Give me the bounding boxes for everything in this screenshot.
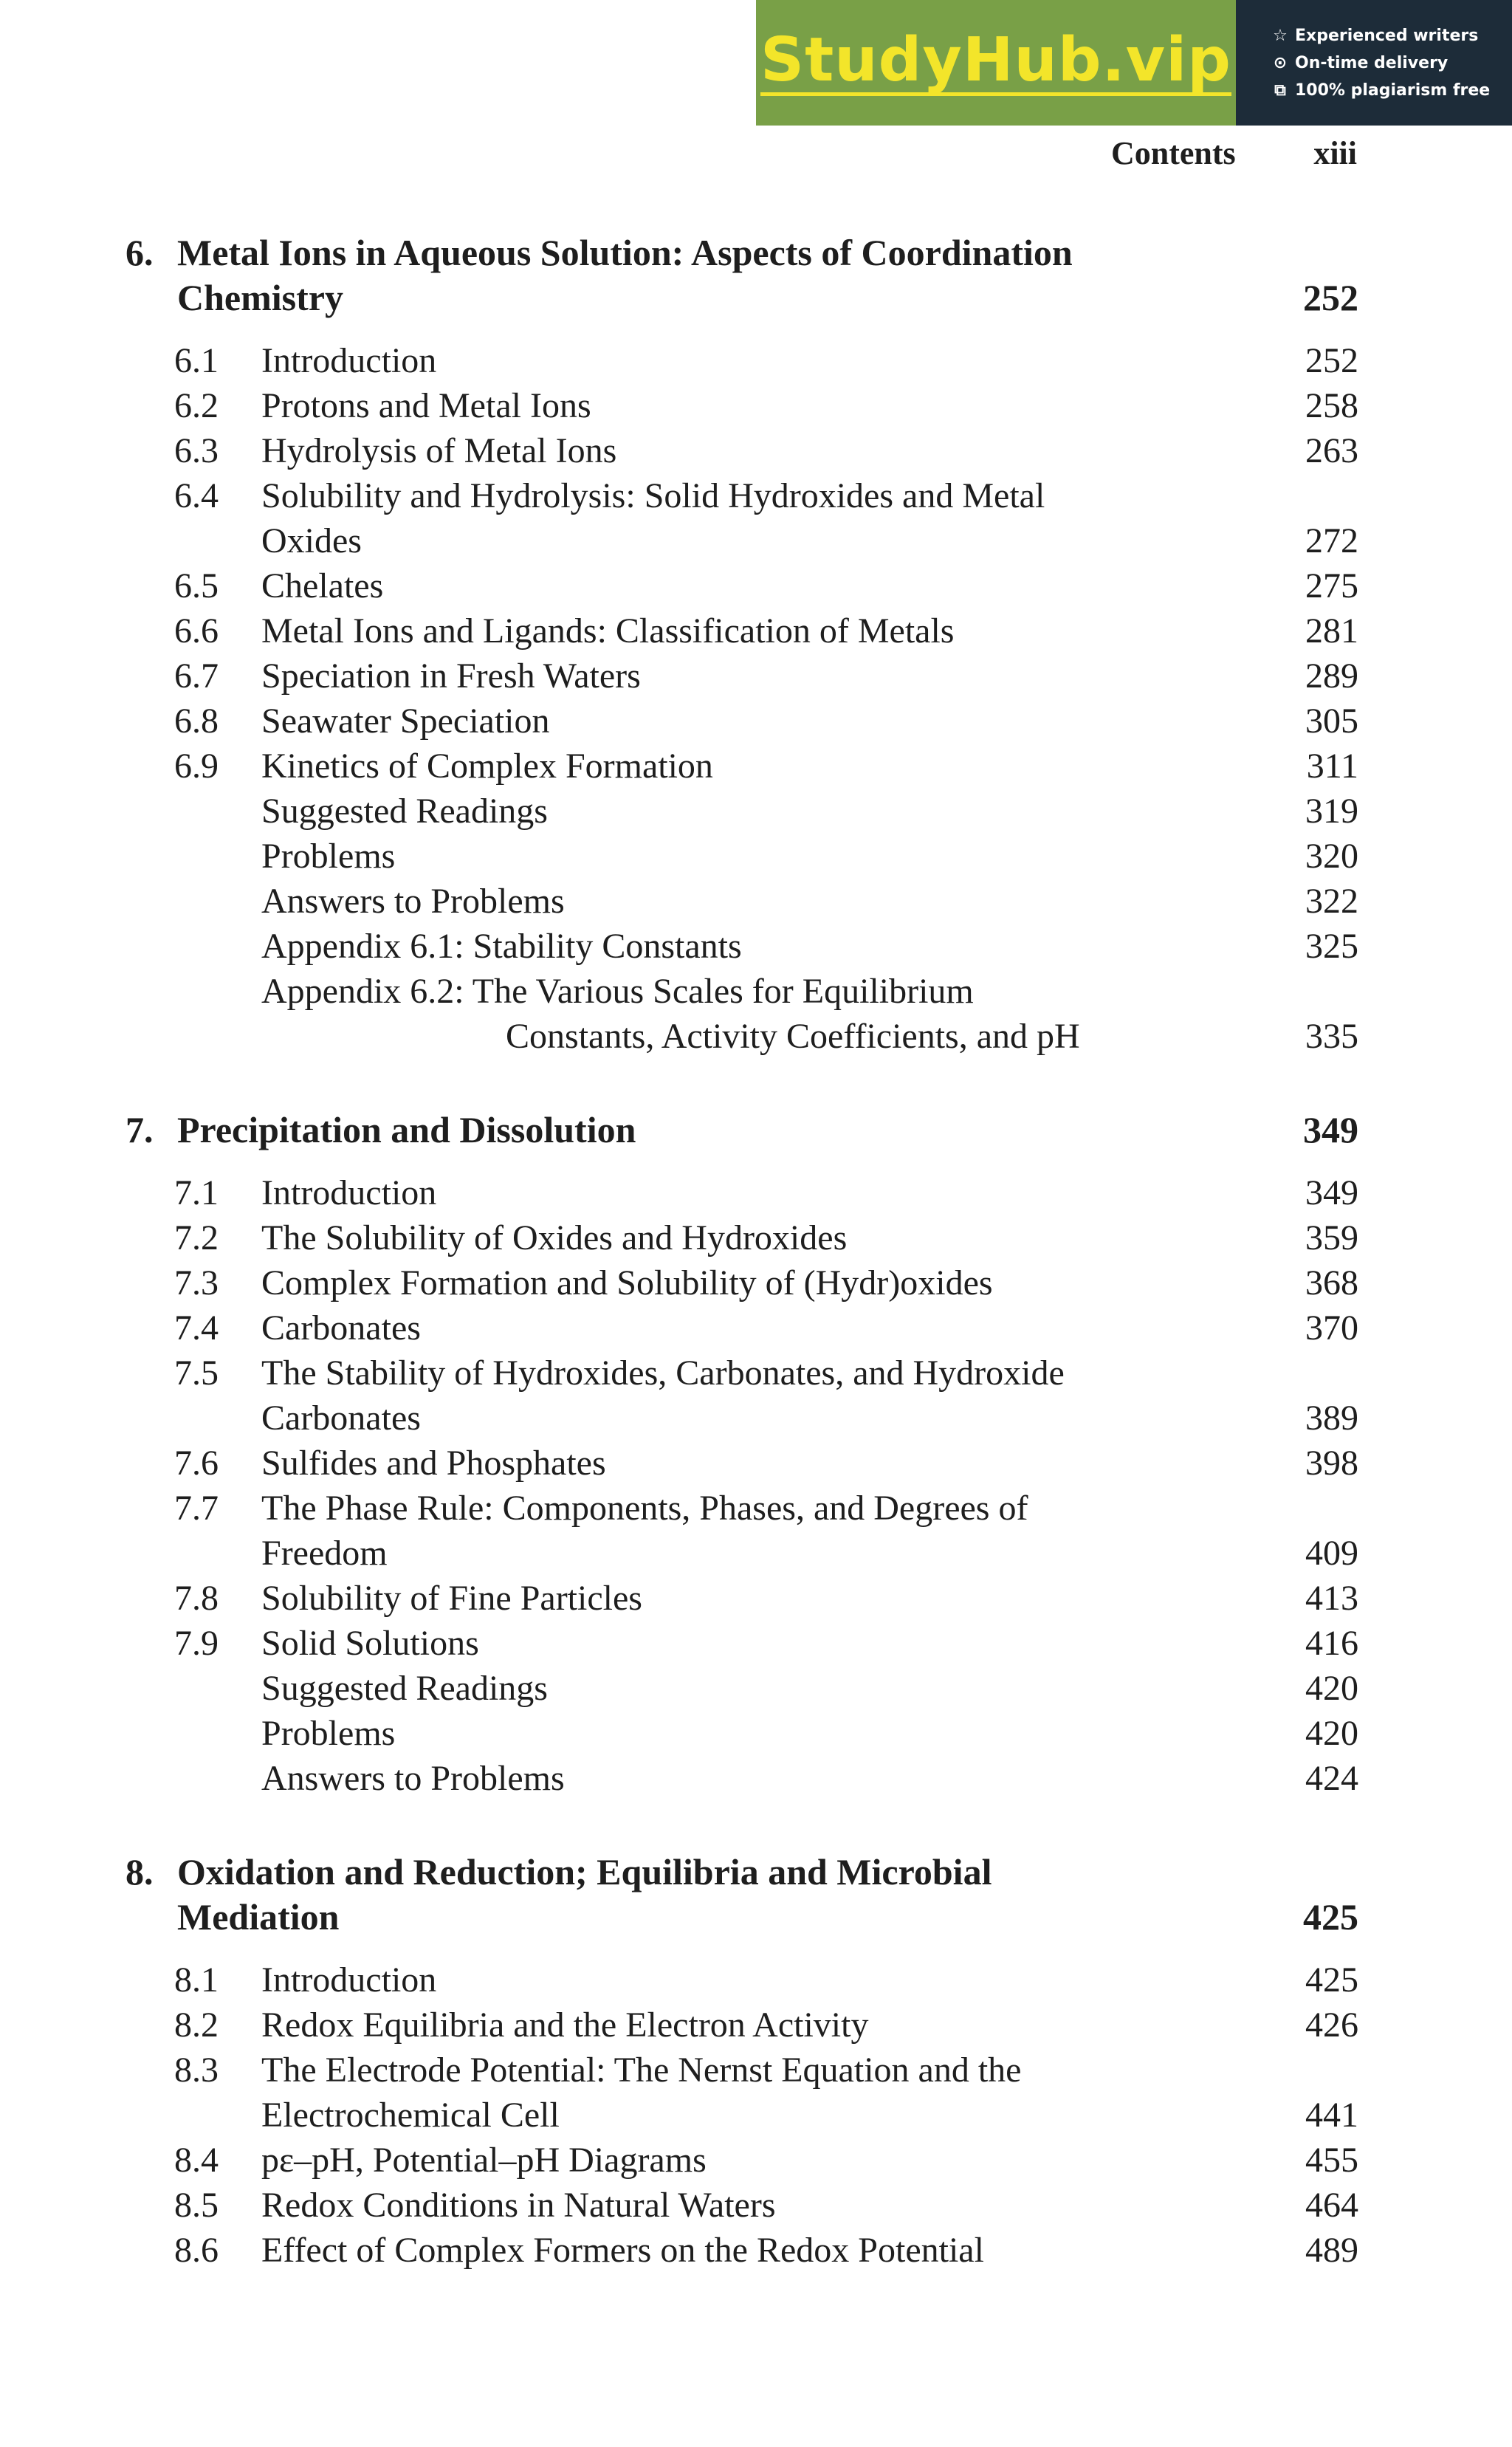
copy-icon: ⧉ xyxy=(1274,80,1286,100)
section-page-number: 275 xyxy=(1305,566,1358,605)
section-page-number: 252 xyxy=(1305,341,1358,380)
toc-entry[interactable] xyxy=(0,879,1512,924)
section-title: Problems xyxy=(261,837,396,876)
section-page-number: 305 xyxy=(1305,701,1358,741)
running-head xyxy=(0,134,1512,179)
section-title: Solid Solutions xyxy=(261,1624,479,1663)
section-number: 7.3 xyxy=(174,1263,219,1303)
section-number: 8.6 xyxy=(174,2231,219,2270)
toc-entry[interactable] xyxy=(0,1576,1512,1621)
section-number: 6.3 xyxy=(174,431,219,470)
studyhub-logo[interactable] xyxy=(756,0,1236,126)
toc-entry[interactable] xyxy=(0,789,1512,834)
feature-experienced-writers xyxy=(1271,27,1512,45)
toc-entry[interactable] xyxy=(0,1756,1512,1801)
section-title: Appendix 6.2: The Various Scales for Equilibrium xyxy=(261,972,974,1011)
feature-plagiarism-free xyxy=(1271,81,1512,100)
toc-entry[interactable] xyxy=(0,338,1512,383)
chapter-page-number: 252 xyxy=(1303,277,1358,318)
section-title: Solubility of Fine Particles xyxy=(261,1579,642,1618)
section-page-number: 455 xyxy=(1305,2141,1358,2180)
chapter-title-line2: Chemistry xyxy=(177,277,343,318)
section-title: Answers to Problems xyxy=(261,1759,565,1798)
section-number: 6.9 xyxy=(174,747,219,786)
toc-entry[interactable] xyxy=(0,2048,1512,2138)
section-title: The Solubility of Oxides and Hydroxides xyxy=(261,1218,848,1257)
feature-on-time-delivery xyxy=(1271,54,1512,72)
toc-entry[interactable] xyxy=(0,924,1512,969)
section-page-number: 319 xyxy=(1305,792,1358,831)
section-page-number: 489 xyxy=(1305,2231,1358,2270)
section-page-number: 325 xyxy=(1305,927,1358,966)
section-number: 7.9 xyxy=(174,1624,219,1663)
toc-entry[interactable] xyxy=(0,428,1512,473)
section-number: 8.5 xyxy=(174,2186,219,2225)
chapter-page-number: 425 xyxy=(1303,1896,1358,1938)
section-number: 6.4 xyxy=(174,476,219,515)
toc-entry[interactable] xyxy=(0,744,1512,789)
section-title: Effect of Complex Formers on the Redox Potential xyxy=(261,2231,984,2270)
toc-entry[interactable] xyxy=(0,473,1512,563)
section-page-number: 420 xyxy=(1305,1669,1358,1708)
section-number: 7.8 xyxy=(174,1579,219,1618)
toc-entry[interactable] xyxy=(0,969,1512,1059)
section-title: Redox Conditions in Natural Waters xyxy=(261,2186,776,2225)
section-page-number: 398 xyxy=(1305,1444,1358,1483)
toc-entry[interactable] xyxy=(0,2228,1512,2273)
chapter-page-number: 349 xyxy=(1303,1109,1358,1150)
section-title: Kinetics of Complex Formation xyxy=(261,747,713,786)
section-title: Introduction xyxy=(261,341,437,380)
toc-entry[interactable] xyxy=(0,608,1512,653)
running-head-title: Contents xyxy=(1111,135,1236,171)
star-icon: ☆ xyxy=(1273,26,1288,45)
section-number: 7.2 xyxy=(174,1218,219,1257)
chapter-number: 7. xyxy=(126,1109,154,1150)
section-number: 8.2 xyxy=(174,2005,219,2045)
toc-entry[interactable] xyxy=(0,2138,1512,2183)
section-page-number: 349 xyxy=(1305,1173,1358,1212)
section-page-number: 281 xyxy=(1305,611,1358,651)
section-number: 7.1 xyxy=(174,1173,219,1212)
section-page-number: 359 xyxy=(1305,1218,1358,1257)
section-number: 7.4 xyxy=(174,1308,219,1348)
chapter-title-line1: Oxidation and Reduction; Equilibria and Microbial xyxy=(177,1851,992,1892)
section-title: Sulfides and Phosphates xyxy=(261,1444,606,1483)
section-title: Seawater Speciation xyxy=(261,701,550,741)
toc-entry[interactable] xyxy=(0,1666,1512,1711)
section-page-number: 426 xyxy=(1305,2005,1358,2045)
ad-banner[interactable] xyxy=(756,0,1512,126)
section-title: Complex Formation and Solubility of (Hydr)oxides xyxy=(261,1263,993,1303)
section-title: Carbonates xyxy=(261,1308,421,1348)
toc-entry[interactable] xyxy=(0,1711,1512,1756)
toc-entry[interactable] xyxy=(0,699,1512,744)
section-page-number: 335 xyxy=(1305,1017,1358,1056)
toc-entry[interactable] xyxy=(0,1305,1512,1351)
section-page-number: 289 xyxy=(1305,656,1358,696)
chapter-title-text xyxy=(177,230,1285,320)
section-number: 6.8 xyxy=(174,701,219,741)
section-title-continued: Freedom xyxy=(261,1534,388,1573)
toc-entry[interactable] xyxy=(0,563,1512,608)
section-number: 6.5 xyxy=(174,566,219,605)
section-title-continued: Electrochemical Cell xyxy=(261,2096,560,2135)
section-page-number: 464 xyxy=(1305,2186,1358,2225)
section-page-number: 413 xyxy=(1305,1579,1358,1618)
section-page-number: 416 xyxy=(1305,1624,1358,1663)
section-number: 7.5 xyxy=(174,1353,219,1393)
section-page-number: 441 xyxy=(1305,2096,1358,2135)
section-title: Speciation in Fresh Waters xyxy=(261,656,641,696)
section-page-number: 272 xyxy=(1305,521,1358,560)
section-title: Introduction xyxy=(261,1173,437,1212)
section-number: 8.3 xyxy=(174,2050,219,2090)
section-page-number: 425 xyxy=(1305,1960,1358,2000)
section-number: 6.2 xyxy=(174,386,219,425)
section-number: 8.1 xyxy=(174,1960,219,2000)
section-title: Protons and Metal Ions xyxy=(261,386,591,425)
section-page-number: 311 xyxy=(1306,747,1358,786)
section-title: Answers to Problems xyxy=(261,882,565,921)
clock-icon: ⊙ xyxy=(1273,53,1288,72)
chapter-title-text xyxy=(177,1108,1285,1153)
section-page-number: 409 xyxy=(1305,1534,1358,1573)
section-title: Introduction xyxy=(261,1960,437,2000)
toc-entry[interactable] xyxy=(0,1441,1512,1486)
section-title-continued: Constants, Activity Coefficients, and pH xyxy=(506,1017,1080,1056)
chapter-title-line2: Mediation xyxy=(177,1896,340,1938)
toc-entry[interactable] xyxy=(0,1351,1512,1441)
logo-text: StudyHub.vip xyxy=(760,24,1231,95)
toc-entry[interactable] xyxy=(0,1260,1512,1305)
section-page-number: 322 xyxy=(1305,882,1358,921)
section-page-number: 370 xyxy=(1305,1308,1358,1348)
banner-features xyxy=(1236,0,1512,126)
feature-label: Experienced writers xyxy=(1295,26,1479,45)
section-title: Redox Equilibria and the Electron Activity xyxy=(261,2005,869,2045)
chapter-title-line1: Precipitation and Dissolution xyxy=(177,1109,636,1150)
section-page-number: 258 xyxy=(1305,386,1358,425)
toc-entry[interactable] xyxy=(0,1957,1512,2002)
section-number: 8.4 xyxy=(174,2141,219,2180)
section-title: Chelates xyxy=(261,566,384,605)
chapter-number: 8. xyxy=(126,1851,154,1892)
feature-label: On-time delivery xyxy=(1295,53,1449,72)
section-title: The Electrode Potential: The Nernst Equation and the xyxy=(261,2050,1022,2090)
section-number: 6.7 xyxy=(174,656,219,696)
section-title: Suggested Readings xyxy=(261,792,548,831)
section-page-number: 368 xyxy=(1305,1263,1358,1303)
section-title-continued: Oxides xyxy=(261,521,362,560)
toc-entry[interactable] xyxy=(0,653,1512,699)
section-title: The Stability of Hydroxides, Carbonates, and Hydroxide xyxy=(261,1353,1065,1393)
section-title: Metal Ions and Ligands: Classification of Metals xyxy=(261,611,955,651)
section-number: 6.1 xyxy=(174,341,219,380)
section-title: Suggested Readings xyxy=(261,1669,548,1708)
section-number: 7.6 xyxy=(174,1444,219,1483)
section-title: Hydrolysis of Metal Ions xyxy=(261,431,617,470)
toc-entry[interactable] xyxy=(0,1621,1512,1666)
chapter-title-text xyxy=(177,1850,1285,1940)
section-page-number: 424 xyxy=(1305,1759,1358,1798)
section-page-number: 420 xyxy=(1305,1714,1358,1753)
section-title: Solubility and Hydrolysis: Solid Hydroxides and Metal xyxy=(261,476,1045,515)
toc-entry[interactable] xyxy=(0,2183,1512,2228)
section-title: Appendix 6.1: Stability Constants xyxy=(261,927,742,966)
section-page-number: 320 xyxy=(1305,837,1358,876)
section-title-continued: Carbonates xyxy=(261,1398,421,1438)
chapter-number: 6. xyxy=(126,232,154,273)
toc-entry[interactable] xyxy=(0,383,1512,428)
section-title: Problems xyxy=(261,1714,396,1753)
section-page-number: 263 xyxy=(1305,431,1358,470)
toc-entry[interactable] xyxy=(0,2002,1512,2048)
section-page-number: 389 xyxy=(1305,1398,1358,1438)
feature-label: 100% plagiarism free xyxy=(1295,80,1491,100)
section-number: 6.6 xyxy=(174,611,219,651)
toc-entry[interactable] xyxy=(0,834,1512,879)
chapter-title-line1: Metal Ions in Aqueous Solution: Aspects of Coordination xyxy=(177,232,1073,273)
section-number: 7.7 xyxy=(174,1489,219,1528)
toc-entry[interactable] xyxy=(0,1486,1512,1576)
toc-entry[interactable] xyxy=(0,1170,1512,1215)
section-title: The Phase Rule: Components, Phases, and Degrees of xyxy=(261,1489,1028,1528)
toc-entry[interactable] xyxy=(0,1215,1512,1260)
section-title: pε–pH, Potential–pH Diagrams xyxy=(261,2141,707,2180)
running-head-page: xiii xyxy=(1313,135,1357,171)
